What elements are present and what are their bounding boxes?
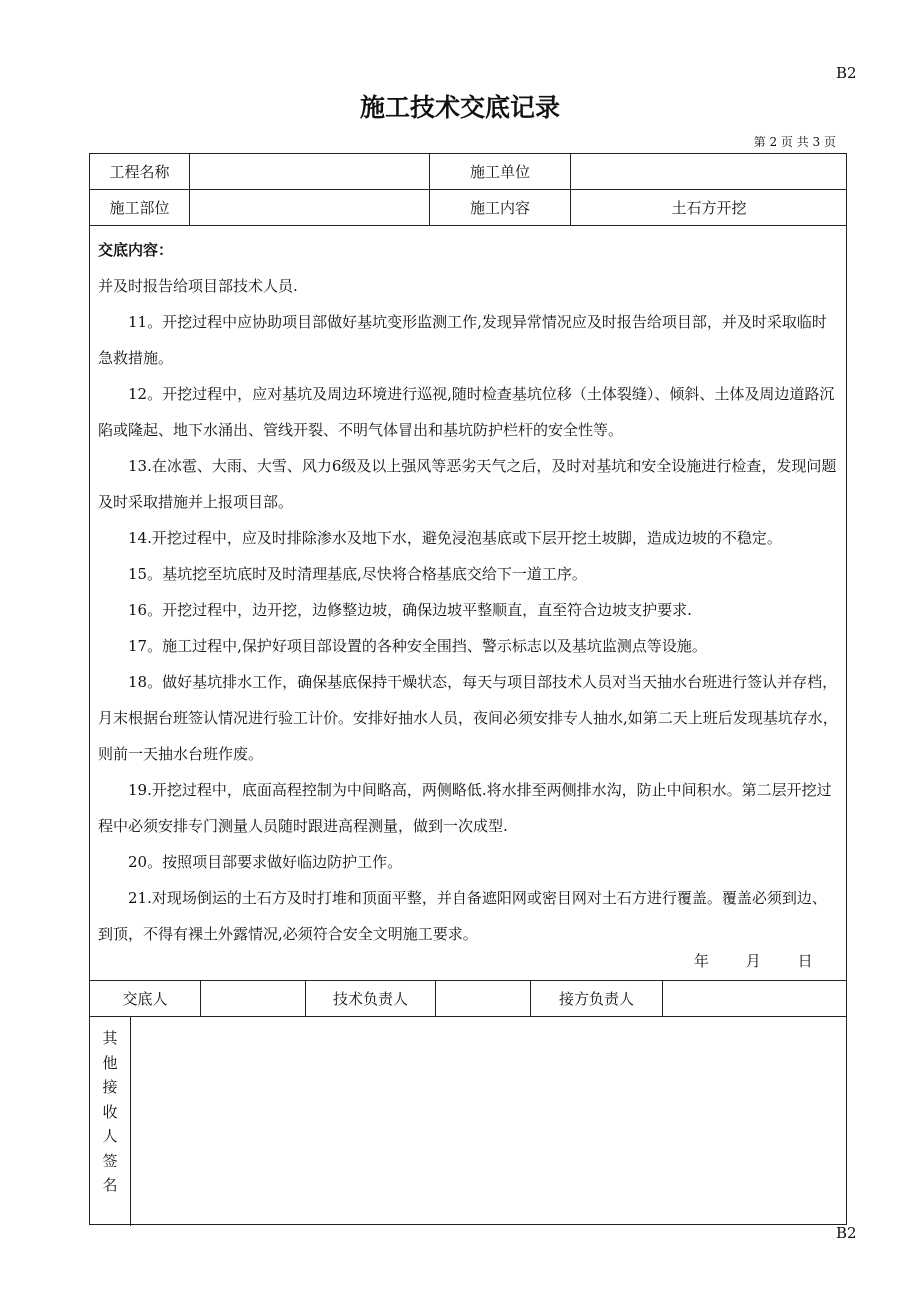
- content-paragraph: 19.开挖过程中，底面高程控制为中间略高，两侧略低.将水排至两侧排水沟，防止中间积水。第二层开挖过程中必须安排专门测量人员随时跟进高程测量，做到一次成型.: [98, 781, 832, 835]
- other-receivers-label: [90, 1026, 130, 1198]
- content-paragraph: 15。基坑挖至坑底时及时清理基底,尽快将合格基底交给下一道工序。: [128, 565, 587, 583]
- receiver-signature-field[interactable]: [663, 981, 847, 1016]
- discloser-signature-field[interactable]: [201, 981, 305, 1016]
- date-year: 年: [694, 952, 710, 970]
- other-receivers-label-char: 其: [102, 1029, 118, 1047]
- content-paragraph: 14.开挖过程中，应及时排除渗水及地下水，避免浸泡基底或下层开挖土坡脚，造成边坡的不稳定。: [128, 529, 782, 547]
- content-paragraph: 13.在冰雹、大雨、大雪、风力6级及以上强风等恶劣天气之后，及时对基坑和安全设施进行检查，发现问题及时采取措施并上报项目部。: [98, 457, 837, 511]
- content-label: 交底内容：: [98, 241, 174, 259]
- disclosure-content: [98, 232, 840, 952]
- other-receivers-label-char: 签: [102, 1151, 118, 1170]
- content-paragraph: 11。开挖过程中应协助项目部做好基坑变形监测工作,发现异常情况应及时报告给项目部，并及时采取临时急救措施。: [98, 313, 827, 367]
- receiver-label: 接方负责人: [558, 990, 634, 1008]
- construction-content-label: 施工内容: [469, 199, 530, 217]
- date-month: 月: [745, 952, 761, 970]
- content-paragraph: 12。开挖过程中，应对基坑及周边环境进行巡视,随时检查基坑位移（土体裂缝）、倾斜、土体及周边道路沉陷或隆起、地下水涌出、管线开裂、不明气体冒出和基坑防护栏杆的安全性等。: [98, 385, 835, 439]
- date-line: [694, 950, 845, 971]
- content-paragraph: 16。开挖过程中，边开挖，边修整边坡，确保边坡平整顺直，直至符合边坡支护要求.: [128, 601, 692, 619]
- content-paragraph: 21.对现场倒运的土石方及时打堆和顶面平整，并自备遮阳网或密目网对土石方进行覆盖。覆盖必须到边、到顶，不得有裸土外露情况,必须符合安全文明施工要求。: [98, 889, 827, 943]
- date-day: 日: [797, 952, 813, 970]
- other-receivers-label-char: 收: [102, 1102, 118, 1121]
- tech-lead-label: 技术负责人: [332, 990, 408, 1008]
- construction-part-field[interactable]: [190, 190, 429, 225]
- other-receivers-label-char: 人: [102, 1127, 118, 1145]
- disclosure-form: [89, 153, 847, 1225]
- discloser-label: 交底人: [122, 990, 168, 1008]
- content-paragraph: 17。施工过程中,保护好项目部设置的各种安全围挡、警示标志以及基坑监测点等设施。: [128, 637, 707, 655]
- form-code-top: B2: [836, 64, 857, 82]
- other-receivers-label-char: 名: [102, 1176, 118, 1194]
- construction-unit-field[interactable]: [571, 154, 847, 189]
- content-paragraph: 20。按照项目部要求做好临边防护工作。: [128, 853, 403, 871]
- construction-part-label: 施工部位: [109, 199, 170, 217]
- construction-content-field[interactable]: 土石方开挖: [671, 199, 747, 217]
- content-paragraph: 并及时报告给项目部技术人员.: [98, 277, 298, 295]
- page-indicator: 第 2 页 共 3 页: [753, 135, 836, 149]
- other-receivers-label-char: 接: [102, 1078, 118, 1096]
- other-receivers-signature-area[interactable]: [131, 1017, 846, 1224]
- page-title: 施工技术交底记录: [359, 93, 560, 122]
- project-name-field[interactable]: [190, 154, 429, 189]
- content-paragraph: 18。做好基坑排水工作，确保基底保持干燥状态，每天与项目部技术人员对当天抽水台班进行签认并存档，月末根据台班签认情况进行验工计价。安排好抽水人员，夜间必须安排专人抽水,如第二天上班后发现基坑存水，则前一天抽水台班作废。: [98, 673, 838, 763]
- construction-unit-label: 施工单位: [469, 163, 530, 181]
- tech-lead-signature-field[interactable]: [436, 981, 530, 1016]
- other-receivers-label-char: 他: [102, 1053, 118, 1072]
- form-code-bottom: B2: [836, 1224, 857, 1242]
- project-name-label: 工程名称: [109, 163, 170, 181]
